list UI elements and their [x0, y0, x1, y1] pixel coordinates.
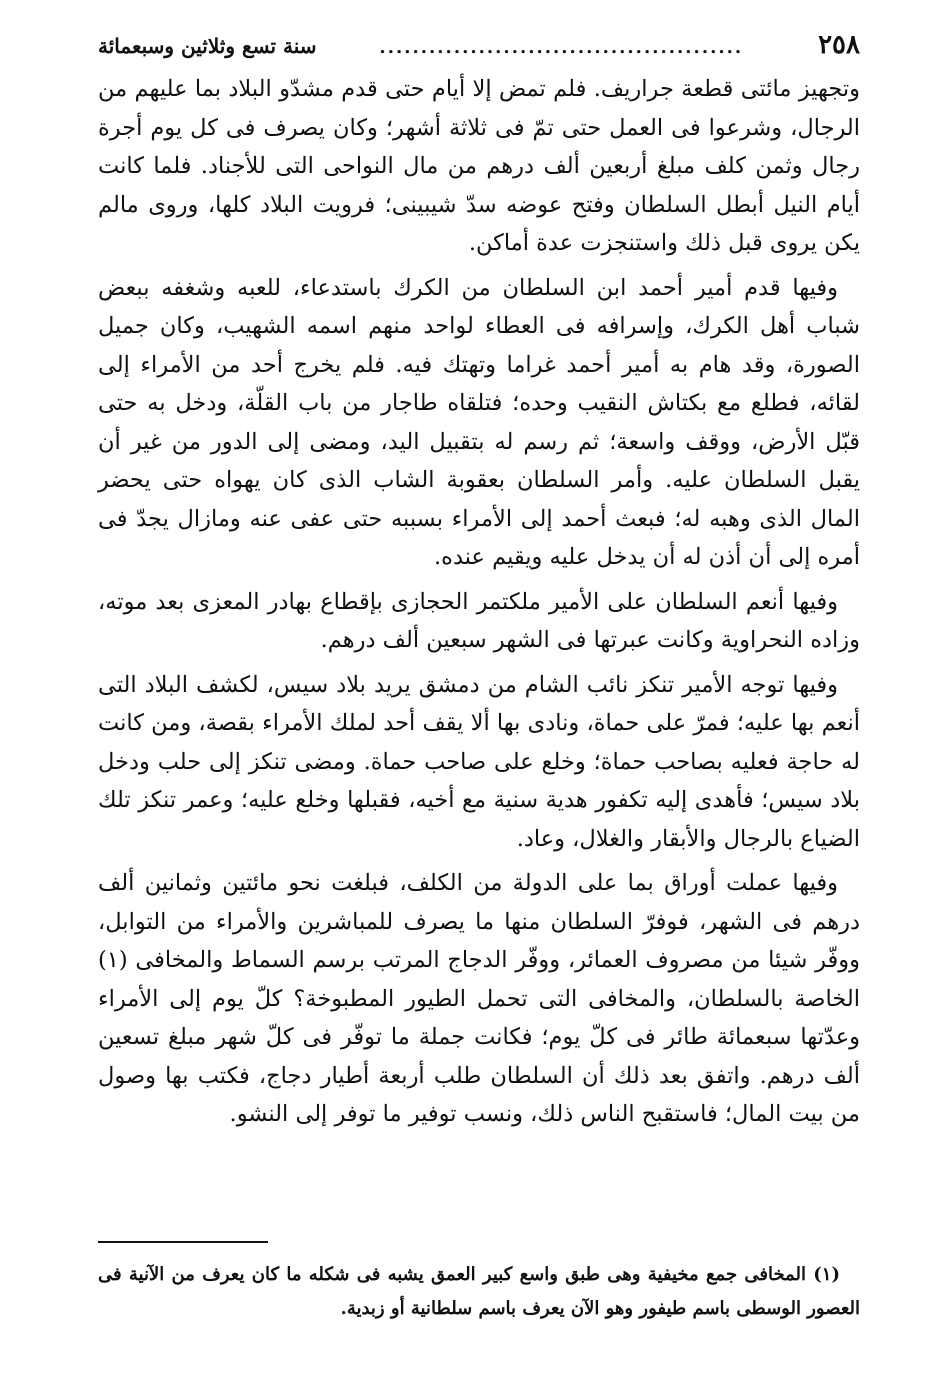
footnote-rule — [98, 1241, 268, 1243]
paragraph-4: وفيها توجه الأمير تنكز نائب الشام من دمشق يريد بلاد سيس، لكشف البلاد التى أنعم بها عليه؛ فمرّ على حماة، ونادى بها ألا يقف أحد لملك الأمراء بقصة، ومن كانت له حاجة فعليه بصاحب حماة؛ وخلع على صاحب حماة. ومضى تنكز إلى حلب ودخل بلاد سيس؛ فأهدى إليه تكفور هدية سنية مع أخيه، فقبلها وخلع عليه؛ وعمر تنكز تلك الضياع بالرجال والأبقار والغلال، وعاد. — [98, 671, 860, 852]
footnotes — [98, 1258, 860, 1326]
paragraph-3: وفيها أنعم السلطان على الأمير ملكتمر الحجازى بإقطاع بهادر المعزى بعد موته، وزاده النحراوية وكانت عبرتها فى الشهر سبعين ألف درهم. — [98, 588, 860, 653]
dot-leader: ............................................ — [379, 37, 744, 58]
running-title: سنة تسع وثلاثين وسبعمائة — [98, 34, 317, 58]
page-number: ٢٥٨ — [818, 30, 860, 60]
paragraph-1: وتجهيز مائتى قطعة جراريف. فلم تمض إلا أيام حتى قدم مشدّو البلاد بما عليهم من الرجال، وشرعوا فى العمل حتى تمّ فى ثلاثة أشهر؛ وكان يصرف فى كل يوم أجرة رجال وثمن كلف مبلغ أربعين ألف درهم من مال النواحى التى للأجناد. فلما كانت أيام النيل أبطل السلطان وفتح عوضه سدّ شيبينى؛ فرويت البلاد كلها، وروى مالم يكن يروى قبل ذلك واستنجزت عدة أماكن. — [98, 76, 860, 256]
footnote-1: (١) المخافى جمع مخيفية وهى طبق واسع كبير العمق يشبه فى شكله ما كان يعرف من الآنية فى العصور الوسطى باسم طيفور وهو الآن يعرف باسم سلطانية أو زبدية. — [98, 1264, 860, 1319]
book-page — [98, 30, 860, 1360]
paragraph-5: وفيها عملت أوراق بما على الدولة من الكلف، فبلغت نحو مائتين وثمانين ألف درهم فى الشهر، فوفرّ السلطان منها ما يصرف للمباشرين والأمراء من التوابل، ووفّر شيئا من مصروف العمائر، ووفّر الدجاج المرتب برسم السماط والمخافى (١) الخاصة بالسلطان، والمخافى التى تحمل الطيور المطبوخة؟ كلّ يوم إلى الأمراء وعدّتها سبعمائة طائر فى كلّ يوم؛ فكانت جملة ما توفّر فى كلّ شهر مبلغ تسعين ألف درهم. واتفق بعد ذلك أن السلطان طلب أربعة أطيار دجاج، فكتب بها وصول من بيت المال؛ فاستقبح الناس ذلك، ونسب توفير ما توفر إلى النشو. — [98, 870, 860, 1127]
paragraph-2: وفيها قدم أمير أحمد ابن السلطان من الكرك باستدعاء، للعبه وشغفه ببعض شباب أهل الكرك، وإسرافه فى العطاء لواحد منهم اسمه الشهيب، وكان جميل الصورة، وقد هام به أمير أحمد غراما وتهتك فيه. فلم يخرج أحد من الأمراء إلى لقائه، فطلع مع بكتاش النقيب وحده؛ فتلقاه طاجار من باب القلّة، ودخل به حتى قبّل الأرض، ووقف واسعة؛ ثم رسم له بتقبيل اليد، ومضى إلى الدور من غير أن يقبل السلطان عليه. وأمر السلطان بعقوبة الشاب الذى كان يهواه حتى يحضر المال الذى وهبه له؛ فبعث أحمد إلى الأمراء بسببه حتى عفى عنه ومازال يجدّ فى أمره إلى أن أذن له أن يدخل عليه ويقيم عنده. — [98, 274, 860, 570]
running-head — [98, 30, 860, 68]
body-text — [98, 70, 860, 1134]
